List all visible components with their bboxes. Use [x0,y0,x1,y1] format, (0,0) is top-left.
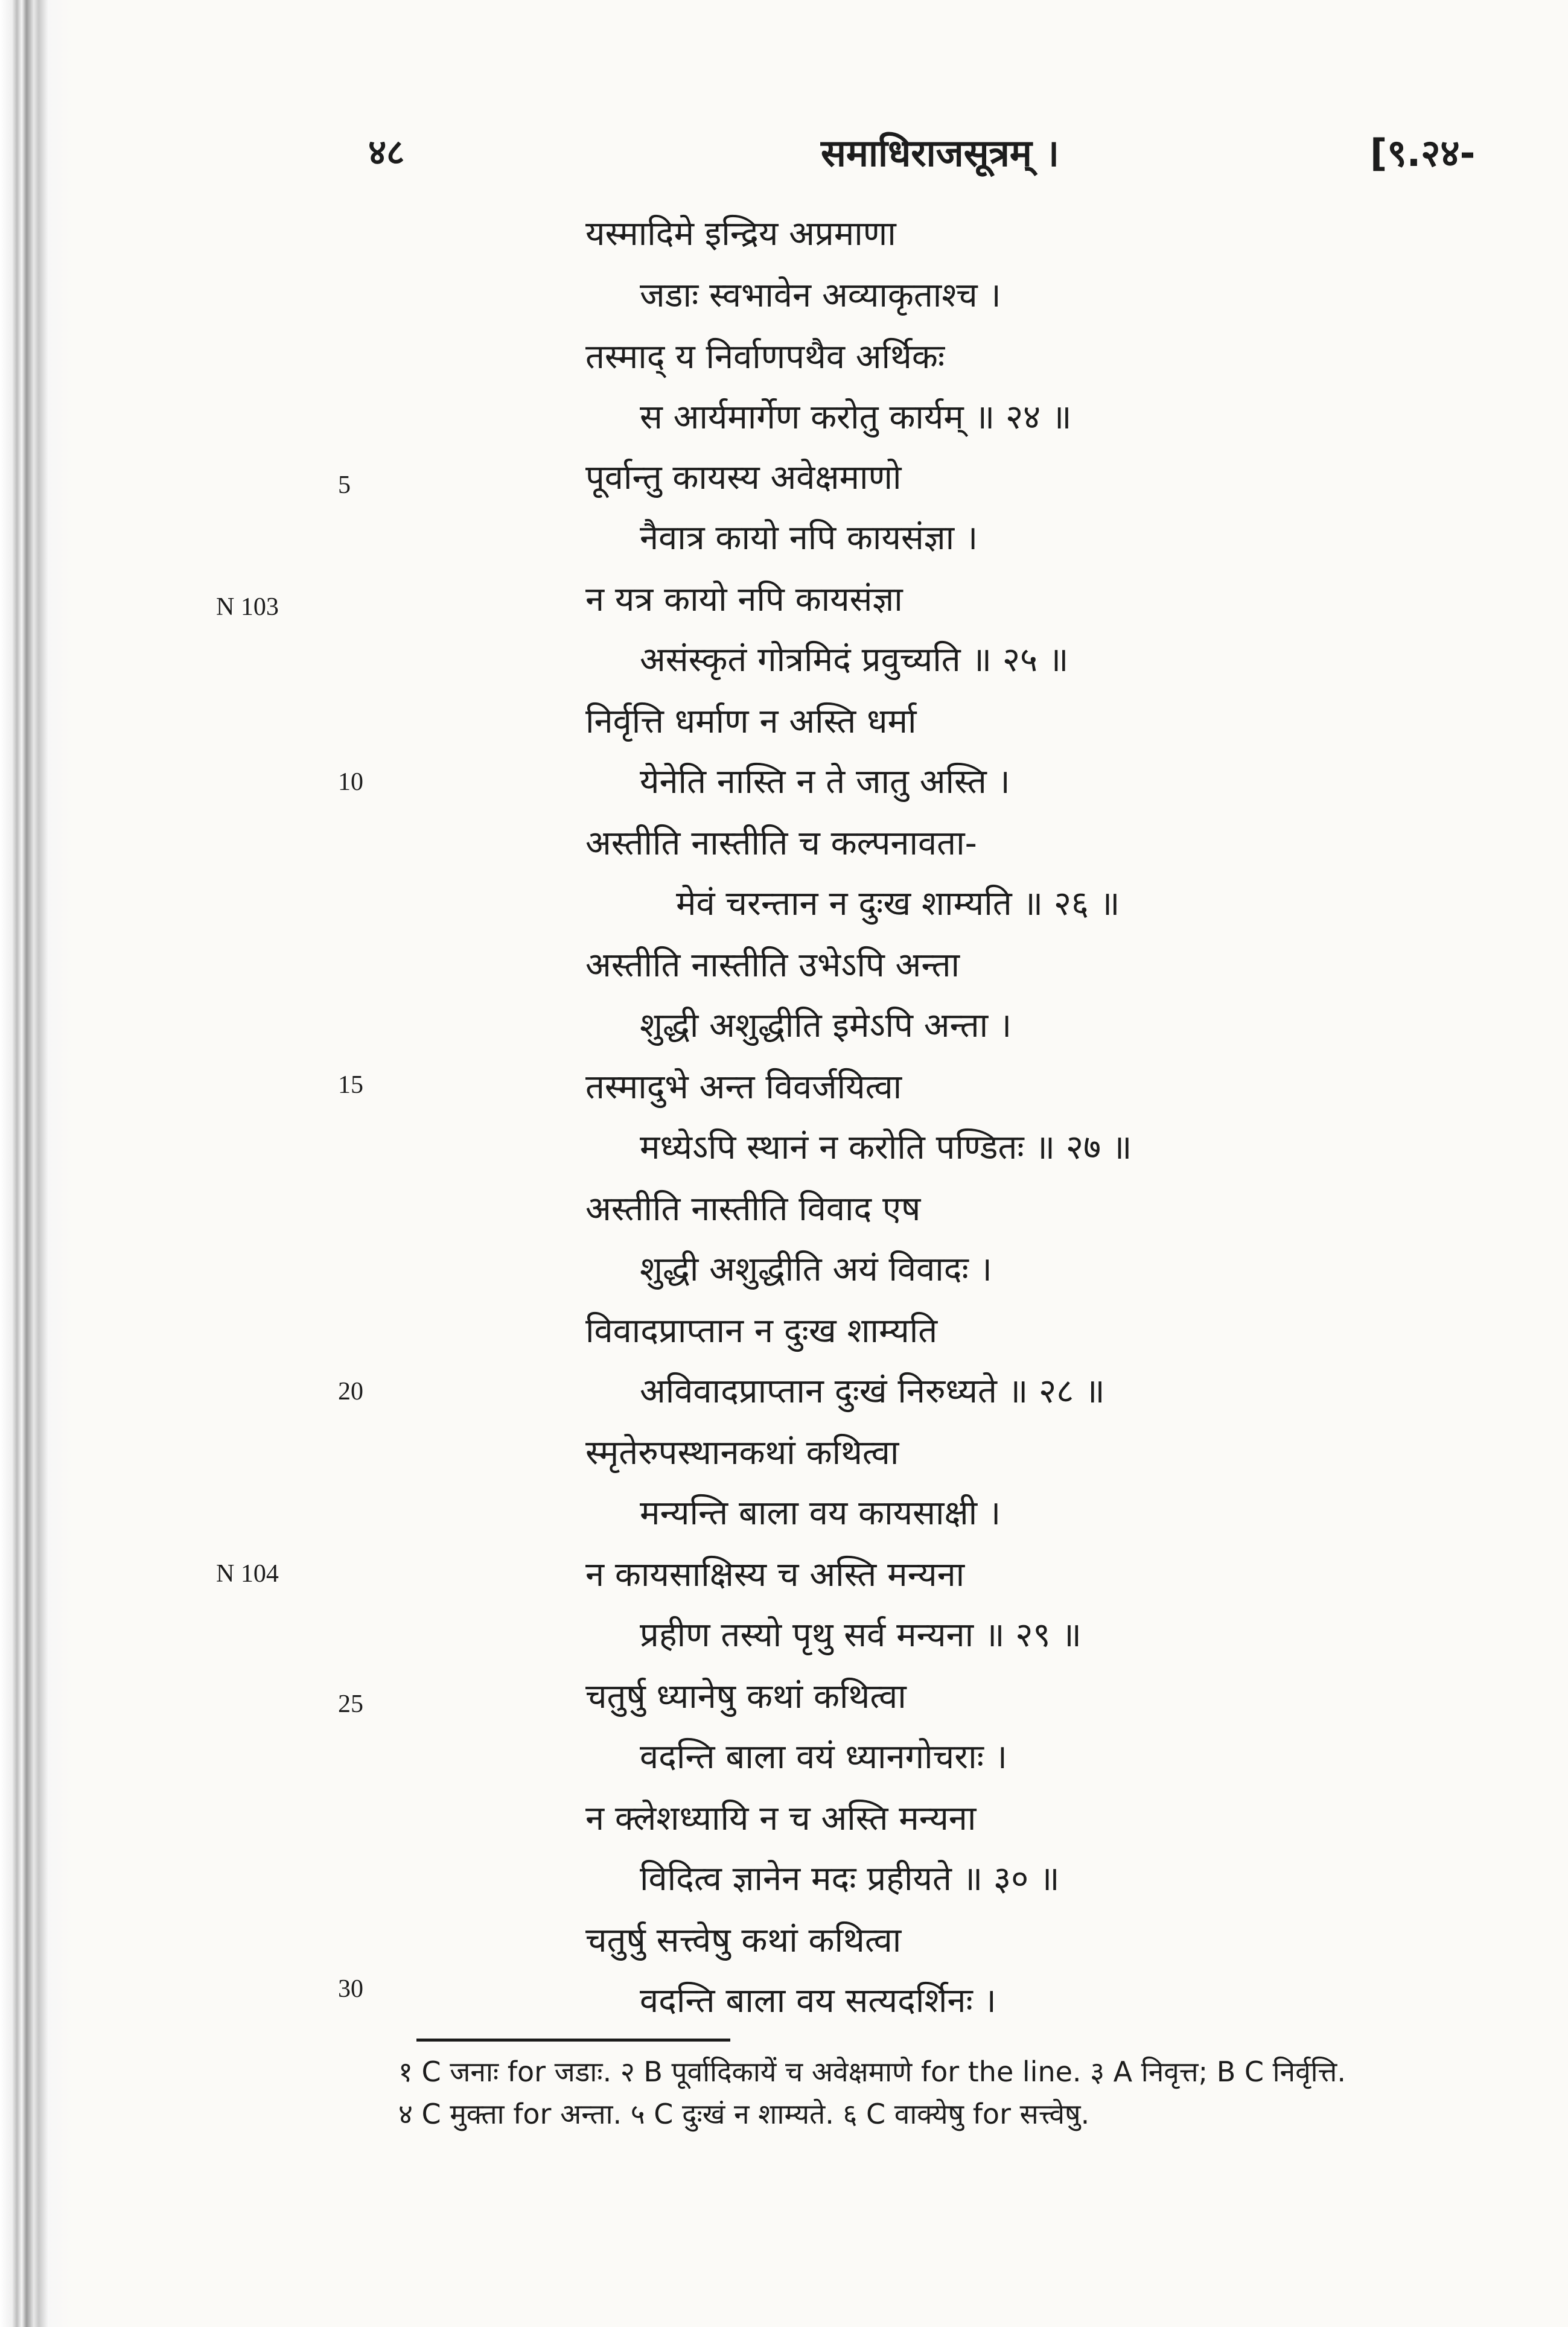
line-number: 15 [338,1071,363,1099]
margin-ref-n104: N 104 [216,1560,279,1588]
verse-line: वदन्ति बाला वय सत्यदर्शिनः । [640,1981,996,2020]
verse-line: स आर्यमार्गेण करोतु कार्यम् ॥ २४ ॥ [640,398,1072,437]
line-number: 5 [338,471,351,499]
verse-line: येनेति नास्ति न ते जातु अस्ति । [640,762,1010,801]
line-number: 30 [338,1975,363,2003]
verse-line: जडाः स्वभावेन अव्याकृताश्च । [640,276,1001,315]
line-number: 20 [338,1378,363,1405]
verse-line: अस्तीति नास्तीति विवाद एष [585,1189,921,1229]
verse-line: स्मृतेरुपस्थानकथां कथित्वा [585,1433,899,1472]
line-number: 25 [338,1690,363,1718]
verse-line: चतुर्षु ध्यानेषु कथां कथित्वा [585,1677,907,1716]
verse-line: न यत्र कायो नपि कायसंज्ञा [585,580,903,619]
verse-line: मध्येऽपि स्थानं न करोति पण्डितः ॥ २७ ॥ [640,1128,1132,1167]
verse-line: शुद्धी अशुद्धीति अयं विवादः । [640,1250,992,1289]
verse-line: मेवं चरन्तान न दुःख शाम्यति ॥ २६ ॥ [676,884,1120,923]
footnote-line: ४ C मुक्ता for अन्ता. ५ C दुःखं न शाम्यते. ६ C वाक्येषु for सत्त्वेषु. [398,2098,1090,2130]
verse-line: तस्मादुभे अन्त विवर्जयित्वा [585,1068,902,1107]
footnote-divider [416,2039,730,2042]
page-number: ४८ [368,132,405,173]
verse-line: असंस्कृतं गोत्रमिदं प्रवुच्यति ॥ २५ ॥ [640,640,1069,680]
verse-line: शुद्धी अशुद्धीति इमेऽपि अन्ता । [640,1006,1012,1045]
verse-line: तस्माद् य निर्वाणपथैव अर्थिकः [585,337,945,377]
section-reference: [९.२४- [1370,131,1476,175]
running-title: समाधिराजसूत्रम् । [821,131,1059,175]
margin-ref-n103: N 103 [216,593,279,621]
verse-line: अस्तीति नास्तीति च कल्पनावता- [585,824,977,863]
verse-line: न क्लेशध्यायि न च अस्ति मन्यना [585,1799,977,1838]
line-number: 10 [338,768,363,796]
verse-line: नैवात्र कायो नपि कायसंज्ञा । [640,518,978,558]
verse-line: मन्यन्ति बाला वय कायसाक्षी । [640,1494,1001,1533]
verse-line: विदित्व ज्ञानेन मदः प्रहीयते ॥ ३० ॥ [640,1859,1060,1899]
verse-line: अस्तीति नास्तीति उभेऽपि अन्ता [585,946,960,985]
verse-line: चतुर्षु सत्त्वेषु कथां कथित्वा [585,1921,902,1960]
verse-line: प्रहीण तस्यो पृथु सर्व मन्यना ॥ २९ ॥ [640,1616,1082,1655]
verse-line: यस्मादिमे इन्द्रिय अप्रमाणा [585,214,896,253]
verse-line: विवादप्राप्तान न दुःख शाम्यति [585,1311,938,1351]
verse-line: पूर्वान्तु कायस्य अवेक्षमाणो [585,458,902,497]
verse-line: वदन्ति बाला वयं ध्यानगोचराः । [640,1737,1007,1777]
verse-line: अविवादप्राप्तान दुःखं निरुध्यते ॥ २८ ॥ [640,1372,1105,1411]
footnote-line: १ C जनाः for जडाः. २ B पूर्वादिकायें च अवेक्षमाणे for the line. ३ A निवृत्त; B C निर्वृत्ति. [398,2055,1346,2088]
verse-line: न कायसाक्षिस्य च अस्ति मन्यना [585,1555,965,1594]
verse-line: निर्वृत्ति धर्माण न अस्ति धर्मा [585,702,917,741]
